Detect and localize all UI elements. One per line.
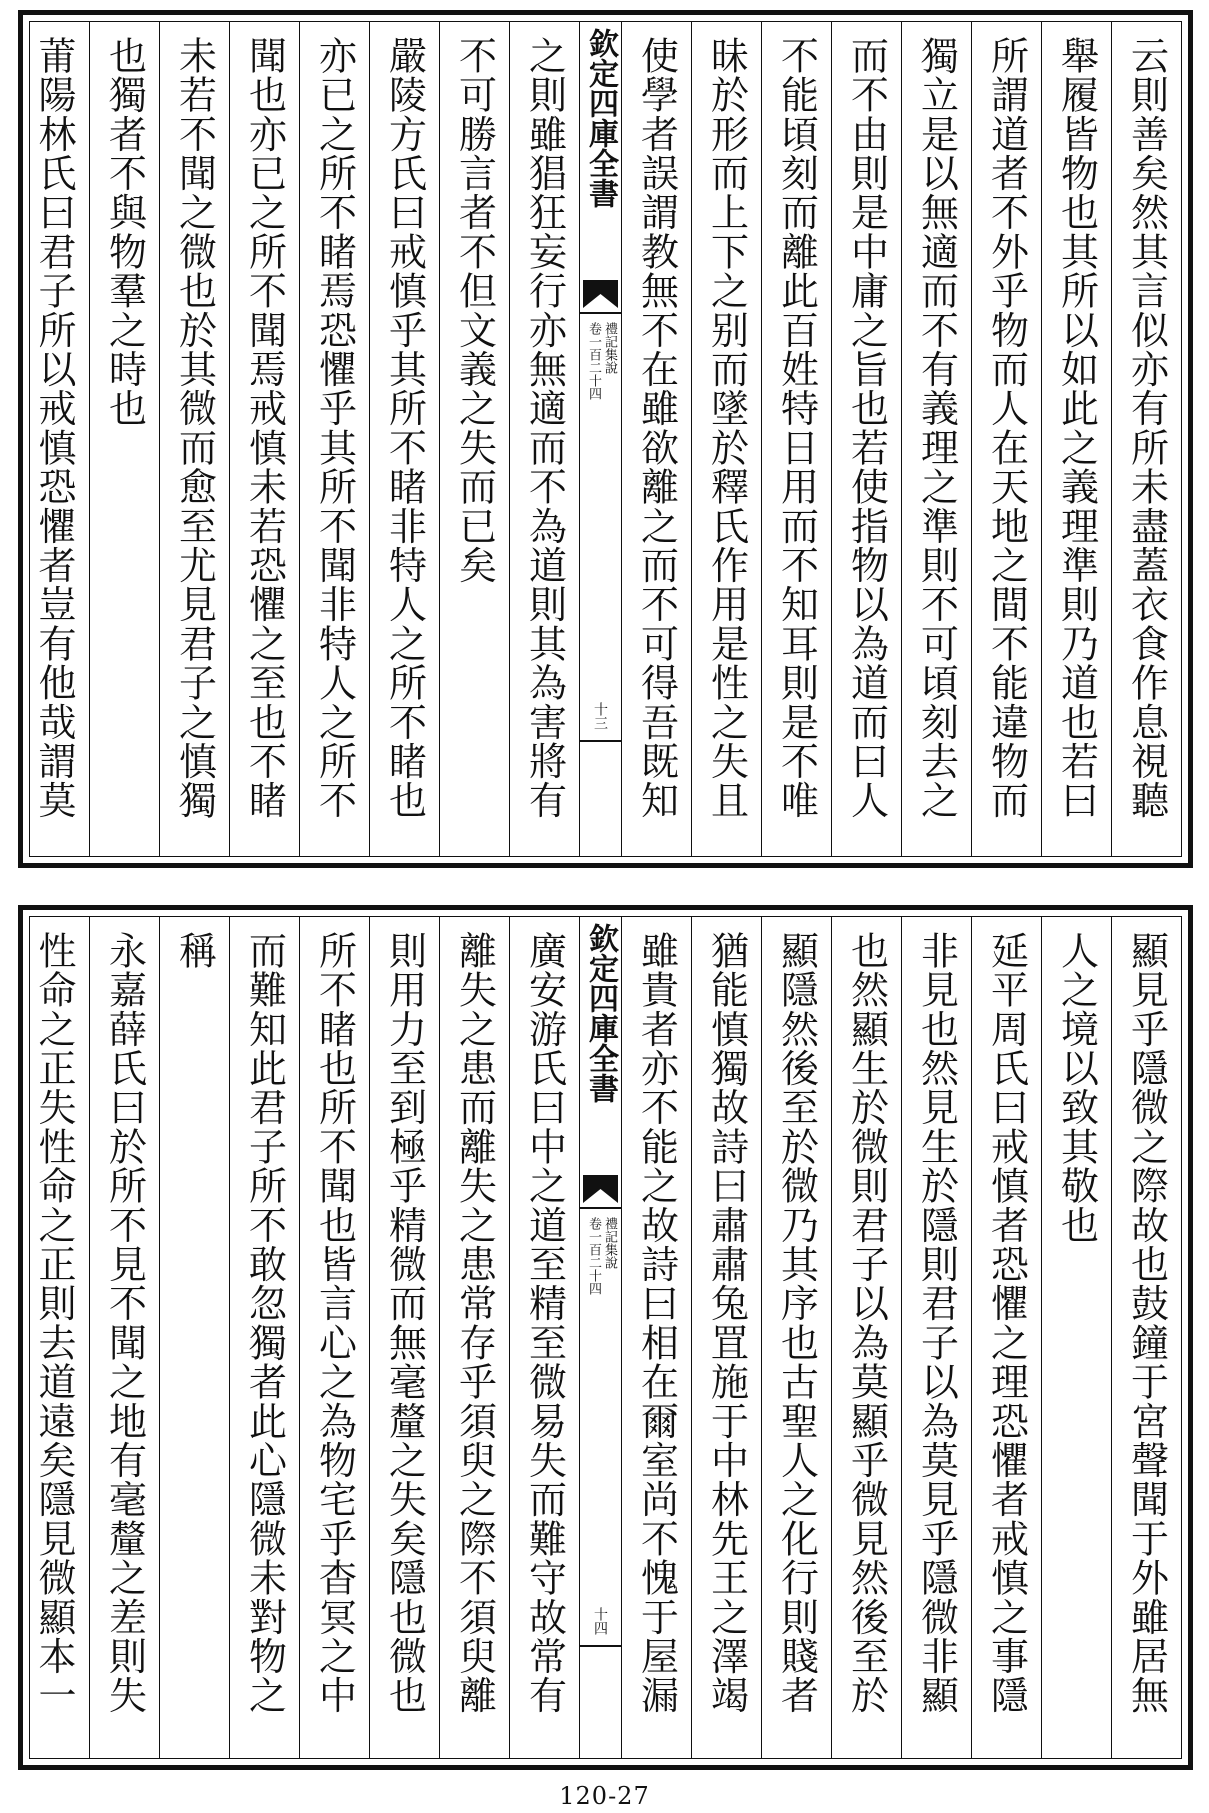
column-text: 人之境以致其敬也 — [1054, 931, 1099, 1245]
text-column — [621, 917, 691, 1758]
column-text: 聞也亦已之所不聞焉戒慎未若恐懼之至也不睹 — [242, 36, 287, 820]
column-text: 延平周氏曰戒慎者恐懼之理恐懼者戒慎之事隱 — [984, 931, 1029, 1715]
column-text: 則用力至到極乎精微而無毫釐之失矣隱也微也 — [382, 931, 427, 1715]
bottom-page-columns — [30, 917, 1181, 1758]
text-column — [901, 22, 971, 856]
center-rule — [580, 312, 621, 314]
center-strip — [579, 22, 621, 856]
column-text: 稱 — [172, 931, 217, 971]
text-column — [229, 917, 299, 1758]
center-strip — [579, 917, 621, 1758]
top-page — [18, 10, 1193, 868]
center-rule — [580, 1645, 621, 1647]
column-text: 廣安游氏曰中之道至精至微易失而難守故常有 — [522, 931, 567, 1715]
column-text: 而不由則是中庸之旨也若使指物以為道而曰人 — [844, 36, 889, 820]
center-leaf-number: 十三 — [592, 702, 608, 730]
text-column — [19, 917, 89, 1758]
column-text: 所不睹也所不聞也皆言心之為物宅乎杳冥之中 — [312, 931, 357, 1715]
center-rule — [580, 1207, 621, 1209]
text-column — [439, 22, 509, 856]
column-text: 亦已之所不睹焉恐懼乎其所不聞非特人之所不 — [312, 36, 357, 820]
column-text: 莆陽林氏曰君子所以戒慎恐懼者豈有他哉謂莫 — [32, 36, 76, 820]
center-volume: 卷一百二十四 — [586, 322, 601, 400]
text-column — [1041, 917, 1111, 1758]
center-title: 欽定四庫全書 — [583, 28, 618, 208]
text-column — [1111, 917, 1181, 1758]
fish-tail-mark-icon — [583, 280, 618, 308]
text-column — [369, 22, 439, 856]
folio-number: 120-27 — [559, 1782, 650, 1810]
text-column — [971, 917, 1041, 1758]
column-text: 也然顯生於微則君子以為莫顯乎微見然後至於 — [844, 931, 889, 1715]
text-column — [229, 22, 299, 856]
text-column — [369, 917, 439, 1758]
column-text: 雖貴者亦不能之故詩曰相在爾室尚不愧于屋漏 — [634, 931, 679, 1715]
column-text: 顯見乎隱微之際故也鼓鐘于宮聲聞于外雖居無 — [1124, 931, 1169, 1715]
center-leaf-number: 十四 — [592, 1607, 608, 1635]
text-column — [89, 22, 159, 856]
column-text: 離失之患而離失之患常存乎須臾之際不須臾離 — [452, 931, 497, 1715]
fish-tail-mark-icon — [583, 1175, 618, 1203]
column-text: 未若不聞之微也於其微而愈至尤見君子之慎獨 — [172, 36, 217, 820]
bottom-page — [18, 905, 1193, 1770]
center-rule — [580, 740, 621, 742]
text-column — [1111, 22, 1181, 856]
column-text: 性命之正失性命之正則去道遠矣隱見微顯本一 — [32, 931, 76, 1715]
text-column — [439, 917, 509, 1758]
center-book-title: 禮記集說 — [602, 322, 617, 374]
column-text: 不可勝言者不但文義之失而已矣 — [452, 36, 497, 585]
center-book-title: 禮記集說 — [602, 1217, 617, 1269]
text-column — [299, 22, 369, 856]
text-column — [761, 917, 831, 1758]
center-title: 欽定四庫全書 — [583, 923, 618, 1103]
column-text: 也獨者不與物羣之時也 — [102, 36, 147, 428]
column-text: 而難知此君子所不敢忽獨者此心隱微未對物之 — [242, 931, 287, 1715]
text-column — [19, 22, 89, 856]
column-text: 非見也然見生於隱則君子以為莫見乎隱微非顯 — [914, 931, 959, 1715]
text-column — [509, 917, 579, 1758]
text-column — [509, 22, 579, 856]
text-column — [159, 22, 229, 856]
column-text: 獨立是以無適而不有義理之準則不可頃刻去之 — [914, 36, 959, 820]
column-text: 昧於形而上下之别而墜於釋氏作用是性之失且 — [704, 36, 749, 820]
text-column — [831, 22, 901, 856]
bottom-page-frame — [29, 916, 1182, 1759]
text-column — [901, 917, 971, 1758]
text-column — [691, 22, 761, 856]
text-column — [89, 917, 159, 1758]
column-text: 使學者誤謂教無不在雖欲離之而不可得吾既知 — [634, 36, 679, 820]
column-text: 嚴陵方氏曰戒慎乎其所不睹非特人之所不睹也 — [382, 36, 427, 820]
text-column — [621, 22, 691, 856]
column-text: 不能頃刻而離此百姓特日用而不知耳則是不唯 — [774, 36, 819, 820]
text-column — [831, 917, 901, 1758]
center-volume: 卷一百二十四 — [586, 1217, 601, 1295]
column-text: 之則雖猖狂妄行亦無適而不為道則其為害將有 — [522, 36, 567, 820]
text-column — [971, 22, 1041, 856]
column-text: 顯隱然後至於微乃其序也古聖人之化行則賤者 — [774, 931, 819, 1715]
text-column — [691, 917, 761, 1758]
text-column — [159, 917, 229, 1758]
column-text: 舉履皆物也其所以如此之義理準則乃道也若曰 — [1054, 36, 1099, 820]
text-column — [1041, 22, 1111, 856]
column-text: 永嘉薛氏曰於所不見不聞之地有毫釐之差則失 — [102, 931, 147, 1715]
text-column — [761, 22, 831, 856]
column-text: 猶能慎獨故詩曰肅肅兔罝施于中林先王之澤竭 — [704, 931, 749, 1715]
column-text: 云則善矣然其言似亦有所未盡蓋衣食作息視聽 — [1124, 36, 1169, 820]
column-text: 所謂道者不外乎物而人在天地之間不能違物而 — [984, 36, 1029, 820]
top-page-columns — [30, 22, 1181, 856]
top-page-frame — [29, 21, 1182, 857]
text-column — [299, 917, 369, 1758]
